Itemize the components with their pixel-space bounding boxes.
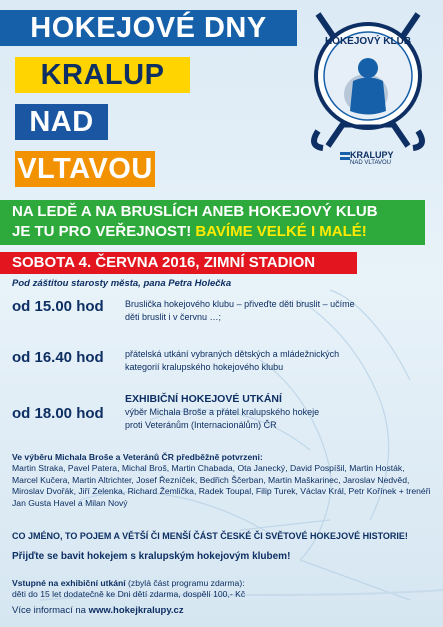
roster-lead: Ve výběru Michala Broše a Veteránů ČR předběžně potvrzeni: — [12, 452, 263, 462]
website-link[interactable]: www.hokejkralupy.cz — [88, 605, 184, 616]
title-line-3: NAD — [15, 104, 108, 140]
program-desc-3 — [125, 393, 319, 432]
title-line-2: KRALUP — [15, 57, 190, 93]
title-line-1: HOKEJOVÉ DNY — [0, 10, 297, 46]
green-banner-line2 — [12, 222, 425, 242]
program-desc-3-line1: výběr Michala Broše a přátel kralupského hokeje — [125, 407, 320, 417]
program-desc-1-line1: Bruslička hokejového klubu – přiveďte děti bruslit – učíme — [125, 299, 355, 309]
entry-fee-line2: děti do 15 let dodatečně ke Dni dětí zdarma, dospělí 100,- Kč — [12, 589, 246, 599]
program-time-1: od 15.00 hod — [12, 298, 104, 315]
program-desc-3-heading: EXHIBIČNÍ HOKEJOVÉ UTKÁNÍ — [125, 393, 282, 405]
program-time-2: od 16.40 hod — [12, 349, 104, 366]
program-desc-1-line2: děti bruslit i v červnu …; — [125, 312, 222, 322]
program-desc-2 — [125, 348, 339, 374]
entry-fee — [12, 578, 245, 600]
logo-brand-text: KRALUPY — [350, 150, 394, 160]
title-line-4: VLTAVOU — [15, 151, 155, 187]
more-info-text: Více informací na — [12, 605, 89, 616]
program-desc-1 — [125, 298, 355, 324]
logo-subtext: NAD VLTAVOU — [350, 160, 392, 166]
invite-slogan: Přijďte se bavit hokejem s kralupským hokejovým klubem! — [12, 551, 291, 562]
patronage-note: Pod záštitou starosty města, pana Petra Holečka — [12, 278, 232, 289]
program-desc-3-line2: proti Veteránům (Internacionálům) ČR — [125, 420, 277, 430]
entry-fee-lead: Vstupné na exhibiční utkání — [12, 578, 126, 588]
roster-names: Martin Straka, Pavel Patera, Michal Broš, Martin Chabada, Ota Janecký, David Pospíšil, Martin Hosták, Marcel Kučera, Martin Altrichter, Josef Řezníček, Bedřich Ščerban, Martin Maškarinec, Jaroslav Nedvěd, Miroslav Dvořák, Jiří Zelenka, Richard Žemlička, Radek Toupal, Filip Turek, Václav Král, Petr Kořínek + trenéři Jan Gusta Havel a Milan Nový — [12, 463, 431, 508]
history-slogan: CO JMÉNO, TO POJEM A VĚTŠÍ ČI MENŠÍ ČÁST ČESKÉ ČI SVĚTOVÉ HOKEJOVÉ HISTORIE! — [12, 531, 408, 541]
program-desc-2-line1: přátelská utkání vybraných dětských a mládežnických — [125, 349, 340, 359]
green-banner-highlight: BAVÍME VELKÉ I MALÉ! — [195, 223, 367, 240]
entry-fee-note: (zbylá část programu zdarma): — [125, 578, 245, 588]
logo-ring-text: HOKEJOVÝ KLUB — [324, 36, 412, 47]
more-info — [12, 605, 184, 616]
player-roster — [12, 452, 432, 509]
program-time-3: od 18.00 hod — [12, 405, 104, 422]
date-banner: SOBOTA 4. ČERVNA 2016, ZIMNÍ STADION — [0, 252, 357, 274]
program-desc-2-line2: kategorií kralupského hokejového klubu — [125, 362, 284, 372]
green-banner — [0, 200, 425, 245]
green-banner-line1: NA LEDĚ A NA BRUSLÍCH ANEB HOKEJOVÝ KLUB — [12, 203, 378, 220]
green-banner-white: JE TU PRO VEŘEJNOST! — [12, 223, 192, 240]
